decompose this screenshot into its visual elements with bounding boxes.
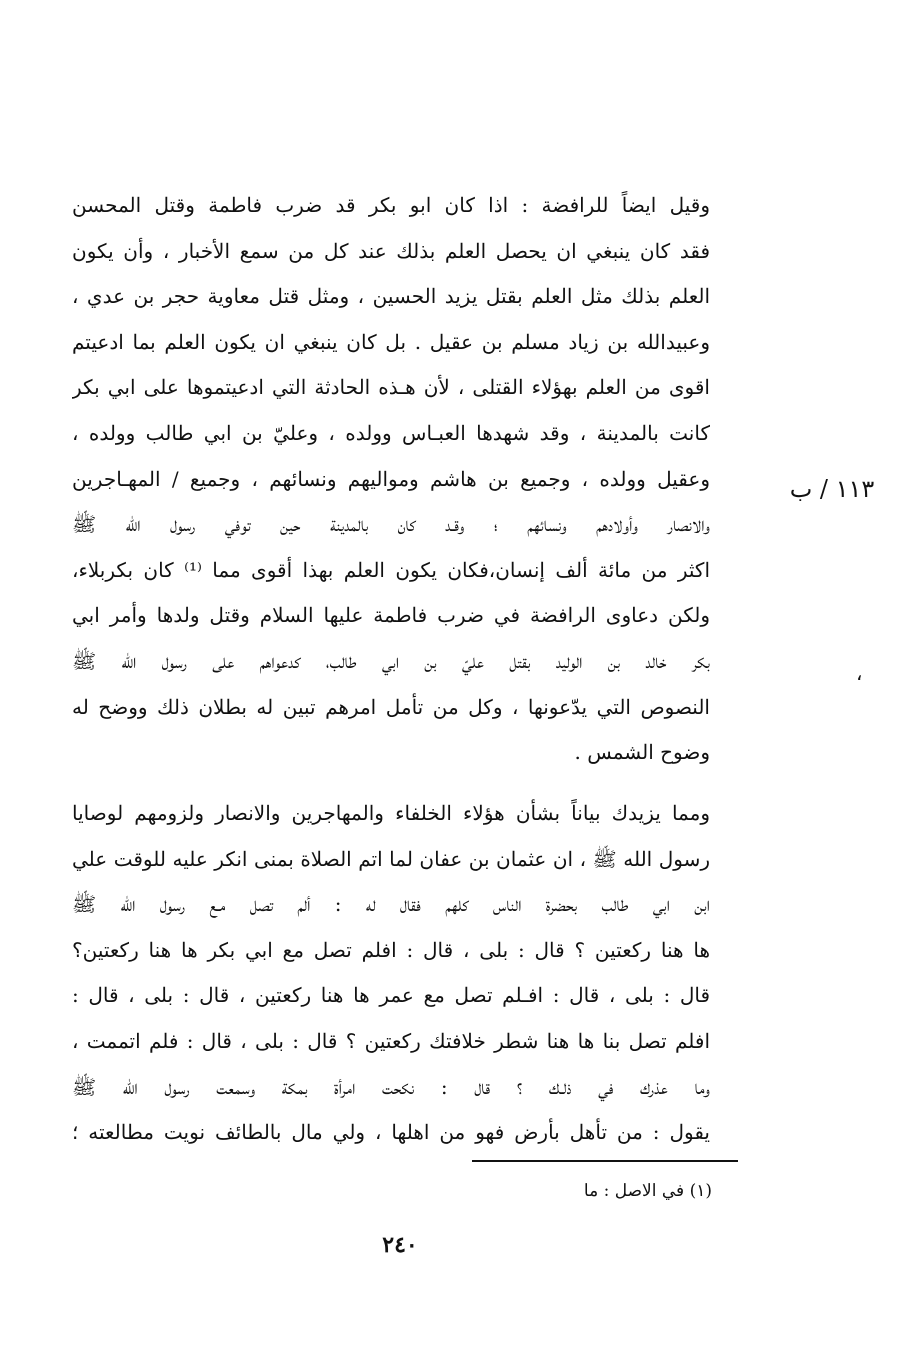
- text-line: وضوح الشمس .: [574, 740, 710, 765]
- text-line: فقد كان ينبغي ان يحصل العلم بذلك عند كل من سمع الأخبار ، وأن يكون: [72, 238, 710, 263]
- text-line: بكر خالد بن الوليد بقتل عليّ بن ابي طالب، كدعواهم على رسول الله ﷺ: [72, 648, 710, 673]
- footnote-divider: [472, 1160, 738, 1162]
- text-line: كانت بالمدينة ، وقد شهدها العبـاس وولده ، وعليّ بن ابي طالب وولده ،: [72, 420, 710, 445]
- paragraph-1: [72, 183, 710, 776]
- page-number: ٢٤٠: [382, 1232, 418, 1258]
- text-line: رسول الله ﷺ ، ان عثمان بن عفان لما اتم الصلاة بمنى انكر عليه للوقت علي: [72, 846, 710, 871]
- text-line: وعقيل وولده ، وجميع بن هاشم ومواليهم ونسائهم ، وجميع / المهـاجرين: [72, 466, 710, 491]
- text-line: وعبيدالله بن زياد مسلم بن عقيل . بل كان ينبغي ان يكون العلم بما ادعيتم: [72, 329, 710, 354]
- text-line: ومما يزيدك بياناً بشأن هؤلاء الخلفاء والمهاجرين والانصار ولزومهم لوصايا: [72, 801, 710, 825]
- text-line: وما عذرك في ذلـك ؟ قال : نكحت امرأة بمكة وسمعت رسول الله ﷺ: [72, 1074, 710, 1099]
- paragraph-2: [72, 791, 710, 1156]
- text-line: النصوص التي يدّعونها ، وكل من تأمل امرهم تبين له بطلان ذلك ووضح له: [72, 694, 710, 719]
- margin-folio-reference: ١١٣ / ب: [789, 475, 875, 503]
- text-line: اكثر من مائة ألف إنسان،فكان يكون العلم بهذا أقوى مما ⁽¹⁾ كان بكربلاء،: [72, 557, 710, 582]
- text-line: يقول : من تأهل بأرض فهو من اهلها ، ولي مال بالطائف نويت مطالعته ؛: [72, 1120, 710, 1145]
- text-line: ولكن دعاوى الرافضة في ضرب فاطمة عليها السلام وقتل ولدها وأمر ابي: [72, 603, 710, 628]
- text-line: قال : بلى ، قال : افـلم تصل مع عمر ها هنا ركعتين ، قال : بلى ، قال :: [72, 983, 710, 1008]
- text-line: ها هنا ركعتين ؟ قال : بلى ، قال : افلم تصل مع ابي بكر ها هنا ركعتين؟: [72, 937, 710, 962]
- text-line: ابن ابي طالب بحضرة الناس كلهم فقال له : ألم تصل مـع رسول الله ﷺ: [72, 892, 710, 917]
- text-line: العلم بذلك مثل العلم بقتل يزيد الحسين ، ومثل قتل معاوية حجر بن عدي ،: [72, 284, 710, 309]
- text-line: افلم تصل بنا ها هنا شطر خلافتك ركعتين ؟ قال : بلى ، قال : فلم اتممت ،: [72, 1028, 710, 1053]
- footnote: (١) في الاصل : ما: [583, 1181, 712, 1201]
- text-line: وقيل ايضاً للرافضة : اذا كان ابو بكر قد ضرب فاطمة وقتل المحسن: [72, 193, 710, 217]
- text-line: والانصار وأولادهم ونسائهم ؛ وقـد كان بالمدينة حين توفي رسول الله ﷺ: [72, 512, 710, 537]
- margin-mark: ،: [856, 661, 863, 685]
- text-line: اقوى من العلم بهؤلاء القتلى ، لأن هـذه الحادثة التي ادعيتموها على ابي بكر: [72, 375, 710, 400]
